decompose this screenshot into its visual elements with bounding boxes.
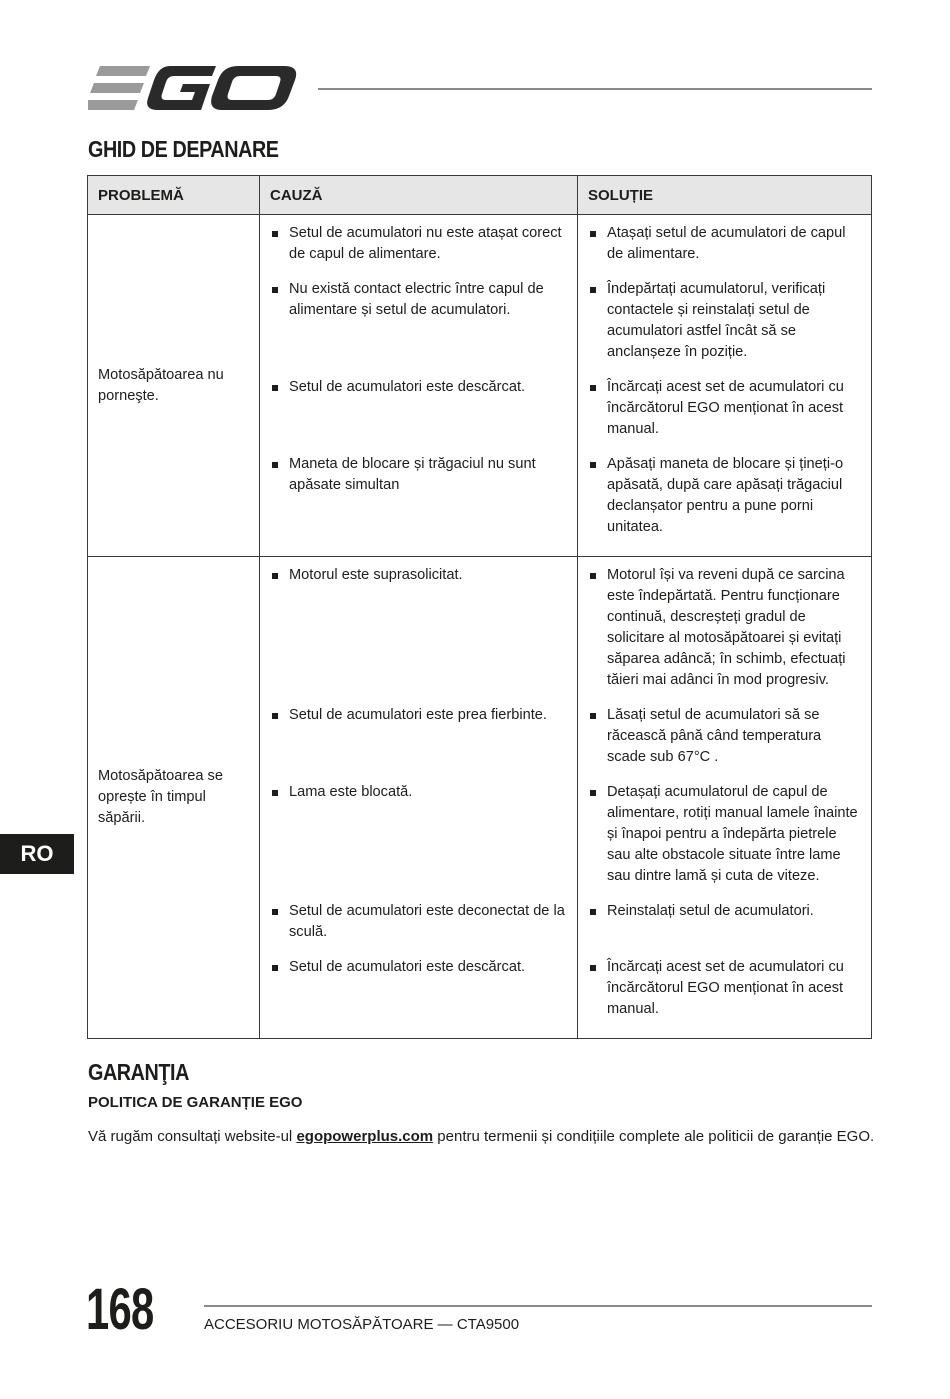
footer-rule [204,1305,872,1307]
cause-item: Nu există contact electric între capul de alimentare și setul de acumulatori. [260,279,577,363]
header-solution: SOLUȚIE [578,176,872,215]
cause-item: Setul de acumulatori este descărcat. [260,957,577,1020]
cause-cell [260,215,578,557]
solution-cell [578,215,872,557]
warranty-paragraph [88,1128,874,1145]
warranty-subtitle: POLITICA DE GARANȚIE EGO [88,1094,303,1111]
footer-product: ACCESORIU MOTOSĂPĂTOARE — CTA9500 [204,1316,520,1333]
ego-logo [88,64,300,112]
cause-item: Setul de acumulatori este descărcat. [260,377,577,440]
language-tab: RO [0,834,74,874]
cause-item: Setul de acumulatori nu este atașat corect de capul de alimentare. [260,223,577,265]
table-row [88,557,872,1039]
page-number: 168 [86,1277,154,1342]
solution-item: Atașați setul de acumulatori de capul de alimentare. [578,223,871,265]
solution-item: Încărcați acest set de acumulatori cu încărcătorul EGO menționat în acest manual. [578,957,871,1020]
problem-cell: Motosăpătoarea se oprește în timpul săpării. [88,557,260,1039]
cause-item: Lama este blocată. [260,782,577,887]
cause-item: Setul de acumulatori este deconectat de la sculă. [260,901,577,943]
solution-item: Motorul își va reveni după ce sarcina este îndepărtată. Pentru funcționare continuă, descreșteți gradul de solicitare al motosăpătoarei și evitați săparea adâncă; în schimb, efectuați tăieri mai adânci în mod progresiv. [578,565,871,691]
table-header-row [88,176,872,215]
header-rule [318,88,872,90]
solution-item: Îndepărtați acumulatorul, verificați contactele și reinstalați setul de acumulatori astfel încât să se anclanșeze în poziție. [578,279,871,363]
solution-item: Lăsați setul de acumulatori să se răcească până când temperatura scade sub 67°C . [578,705,871,768]
warranty-link[interactable]: egopowerplus.com [296,1128,434,1145]
cause-item: Maneta de blocare și trăgaciul nu sunt apăsate simultan [260,454,577,538]
table-row [88,215,872,557]
problem-cell: Motosăpătoarea nu porneşte. [88,215,260,557]
troubleshooting-table [87,175,872,1039]
cause-item: Setul de acumulatori este prea fierbinte. [260,705,577,768]
solution-item: Apăsați maneta de blocare și țineți-o apăsată, după care apăsați trăgaciul declanșator pentru a pune porni unitatea. [578,454,871,538]
warranty-text-before: Vă rugăm consultați website-ul [88,1128,297,1145]
warranty-title: GARANŢIA [88,1059,189,1085]
cause-cell [260,557,578,1039]
solution-item: Încărcați acest set de acumulatori cu încărcătorul EGO menționat în acest manual. [578,377,871,440]
solution-cell [578,557,872,1039]
header-cause: CAUZĂ [260,176,578,215]
solution-item: Detașați acumulatorul de capul de alimentare, rotiți manual lamele înainte și înapoi pentru a îndepărta pietrele sau alte obstacole situate între lame sau dintre lamă și cuta de viteze. [578,782,871,887]
solution-item: Reinstalați setul de acumulatori. [578,901,871,943]
cause-item: Motorul este suprasolicitat. [260,565,577,691]
warranty-text-after: pentru termenii și condițiile complete ale politicii de garanție EGO. [433,1128,875,1145]
troubleshooting-title: GHID DE DEPANARE [88,136,279,162]
header-problem: PROBLEMĂ [88,176,260,215]
